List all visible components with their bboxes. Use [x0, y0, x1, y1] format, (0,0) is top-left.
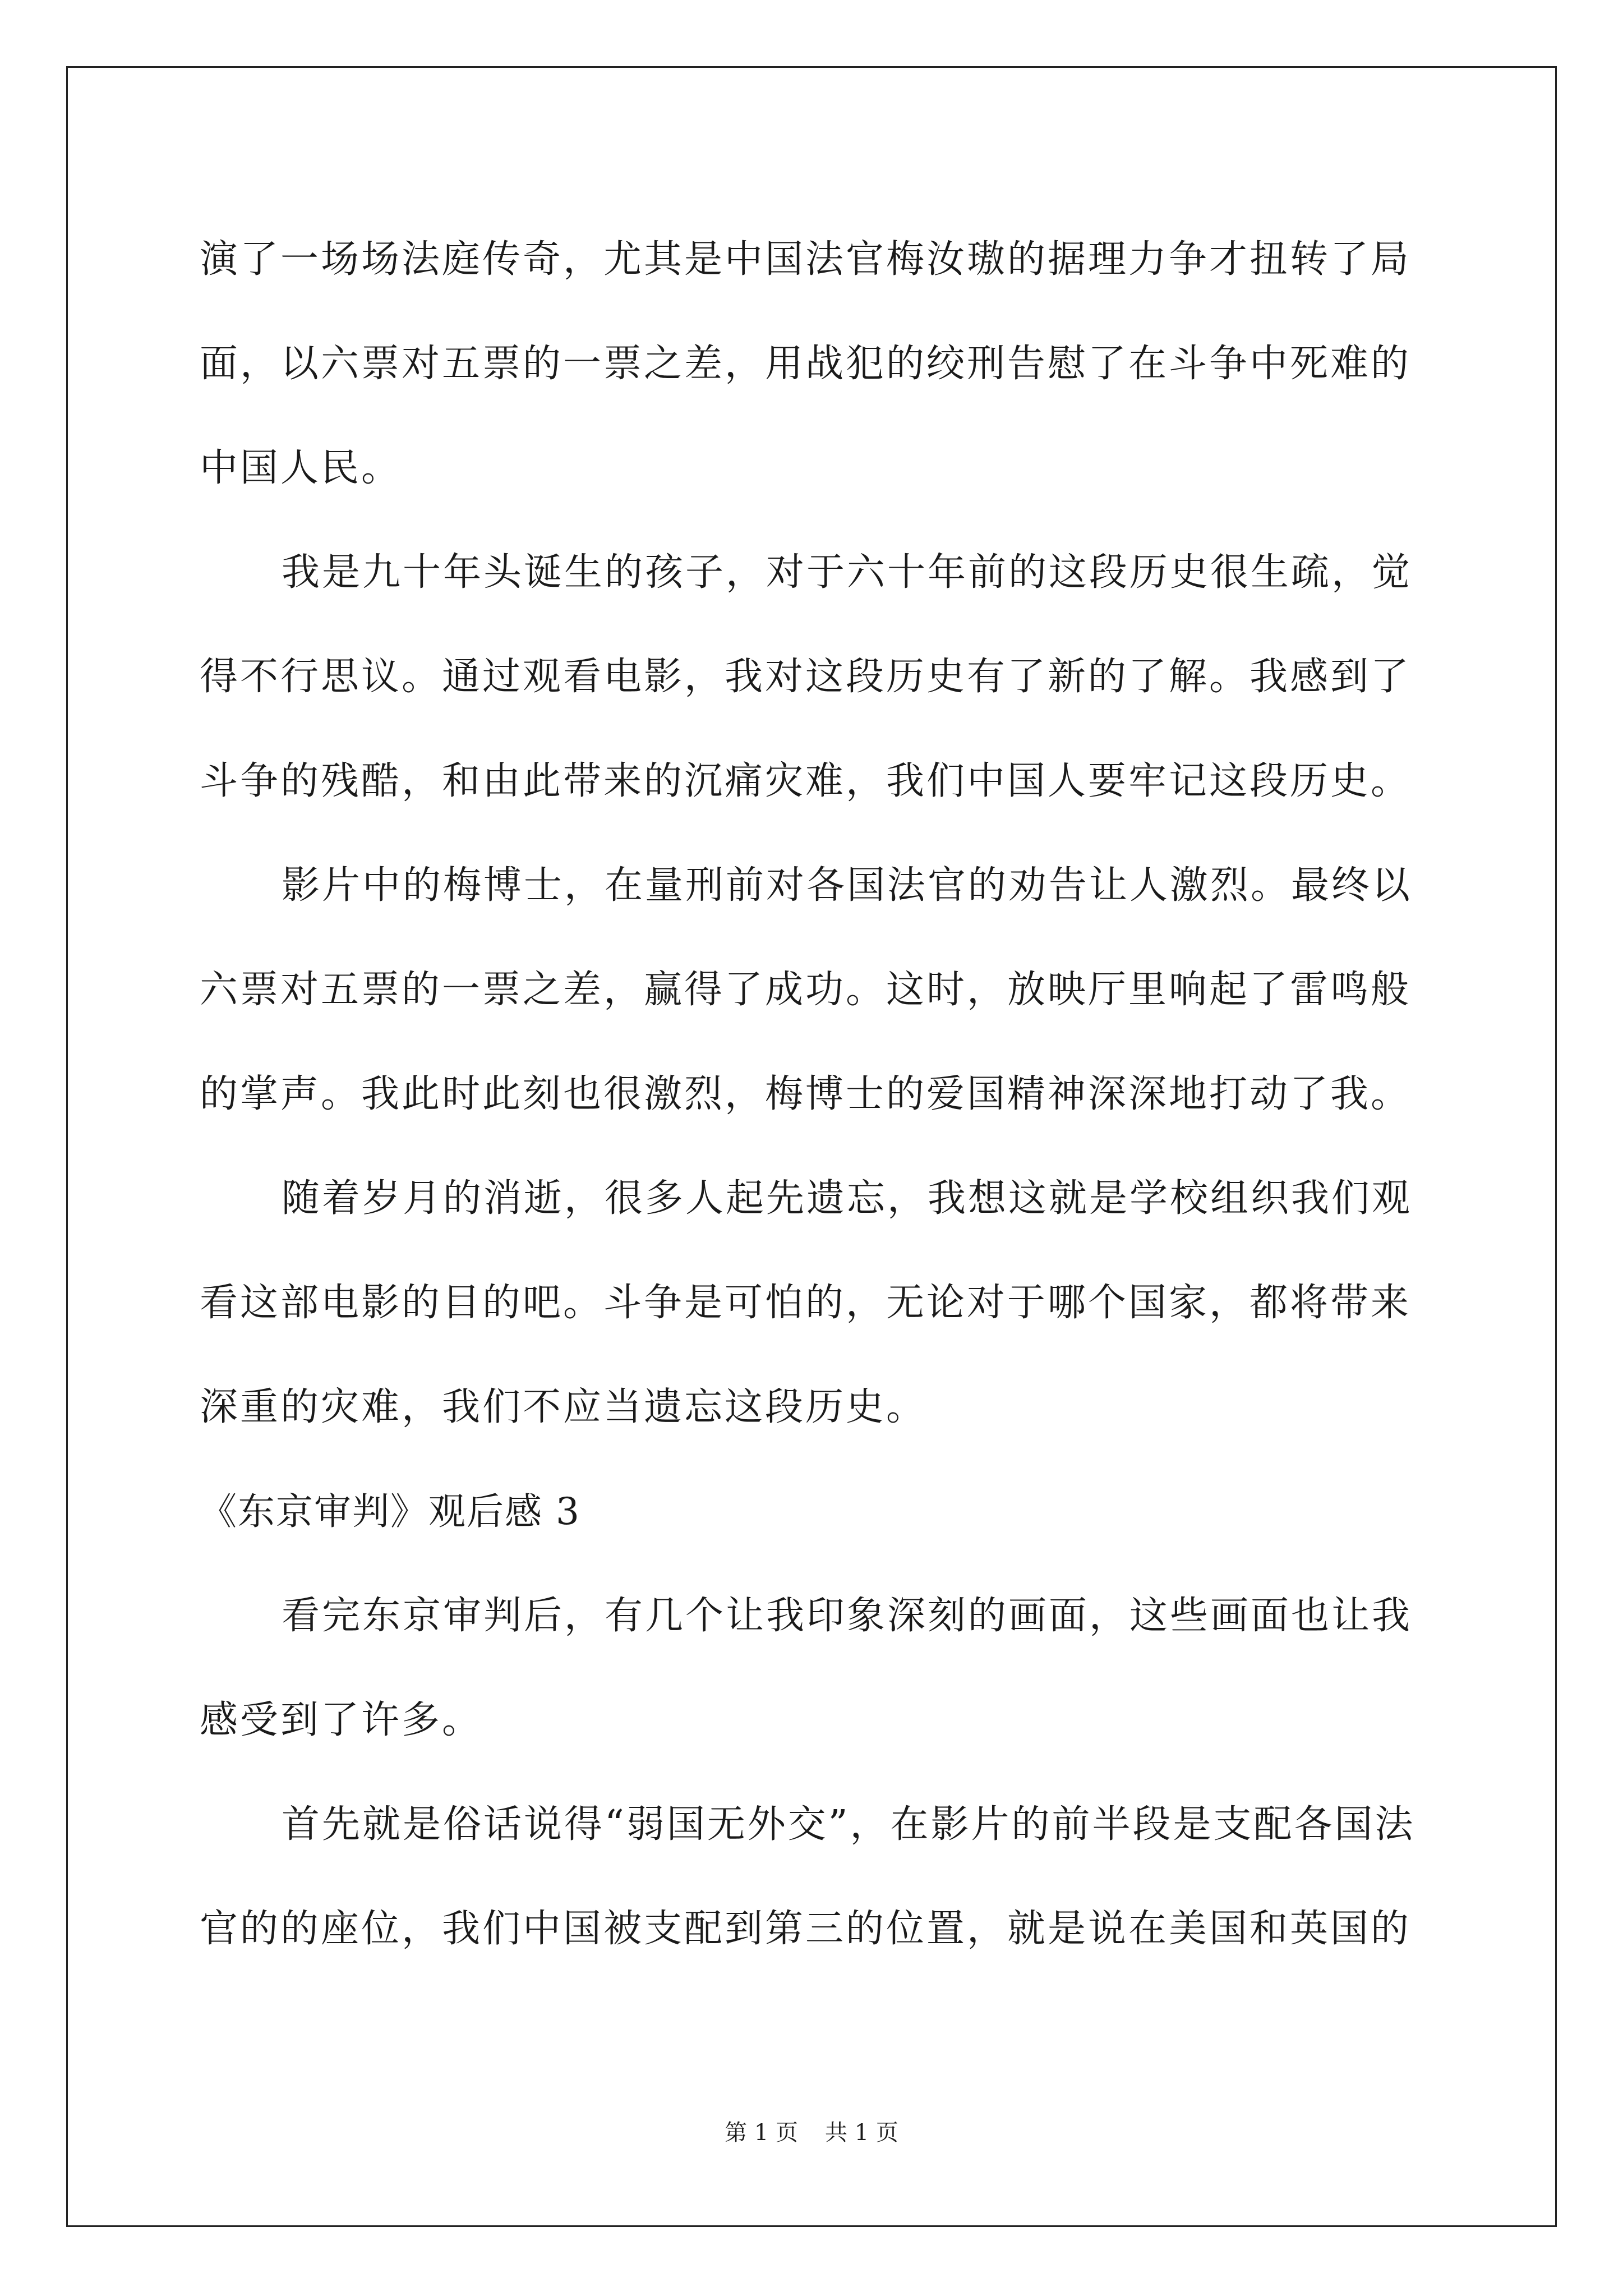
text-line: 深重的灾难，我们不应当遗忘这段历史。	[200, 1385, 927, 1429]
paragraph-start-line: 影片中的梅博士，在量刑前对各国法官的劝告让人激烈。最终以	[282, 863, 1413, 908]
text-line: 六票对五票的一票之差，赢得了成功。这时，放映厅里响起了雷鸣般	[200, 968, 1412, 1012]
section-heading: 《东京审判》观后感 3	[200, 1490, 580, 1533]
text-line: 演了一场场法庭传奇，尤其是中国法官梅汝璈的据理力争才扭转了局	[200, 237, 1412, 282]
paragraph-start-line: 我是九十年头诞生的孩子，对于六十年前的这段历史很生疏，觉	[282, 550, 1413, 595]
paragraph-start-line: 随着岁月的消逝，很多人起先遗忘，我想这就是学校组织我们观	[282, 1176, 1413, 1221]
text-line: 感受到了许多。	[200, 1698, 483, 1742]
text-line: 得不行思议。通过观看电影，我对这段历史有了新的了解。我感到了	[200, 655, 1412, 699]
paragraph-start-line: 看完东京审判后，有几个让我印象深刻的画面，这些画面也让我	[282, 1594, 1413, 1638]
document-body	[200, 208, 1433, 1981]
page-footer	[0, 2115, 1623, 2147]
text-line: 斗争的残酷，和由此带来的沉痛灾难，我们中国人要牢记这段历史。	[200, 759, 1412, 803]
page-total: 共 1 页	[825, 2120, 898, 2146]
text-line: 官的的座位，我们中国被支配到第三的位置，就是说在美国和英国的	[200, 1907, 1412, 1951]
text-line: 看这部电影的目的吧。斗争是可怕的，无论对于哪个国家，都将带来	[200, 1281, 1412, 1325]
text-line: 中国人民。	[200, 446, 402, 490]
page-number: 第 1 页	[725, 2120, 798, 2146]
text-line: 面，以六票对五票的一票之差，用战犯的绞刑告慰了在斗争中死难的	[200, 342, 1412, 386]
text-line: 的掌声。我此时此刻也很激烈，梅博士的爱国精神深深地打动了我。	[200, 1072, 1412, 1116]
paragraph-start-line: 首先就是俗话说得“弱国无外交”，在影片的前半段是支配各国法	[282, 1802, 1415, 1847]
